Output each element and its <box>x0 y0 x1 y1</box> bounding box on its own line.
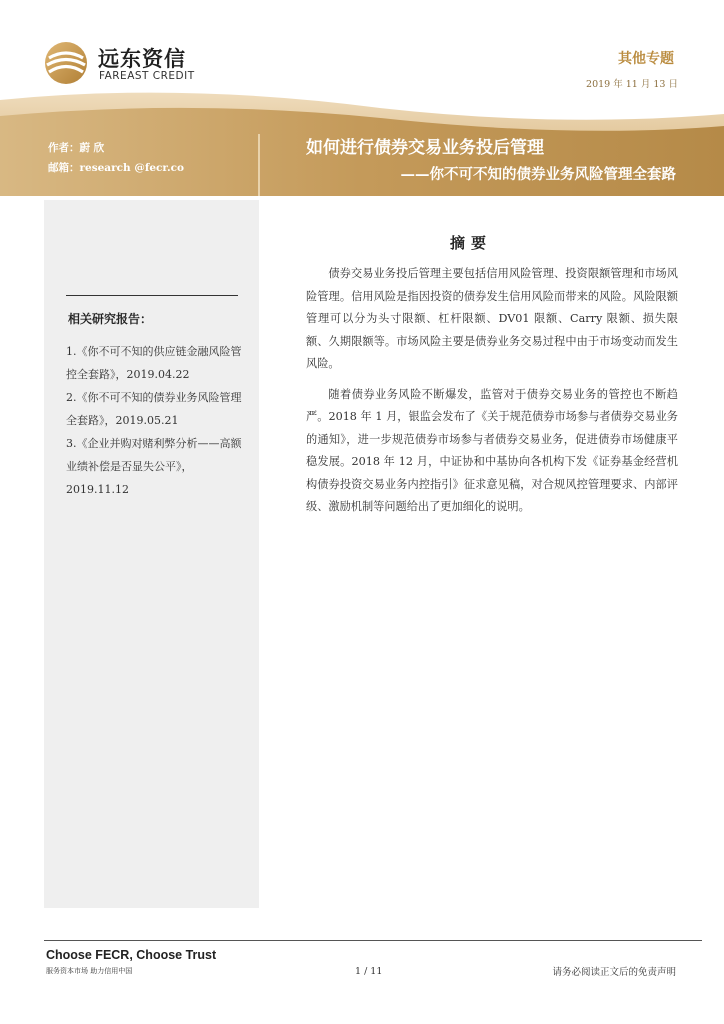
section-tag: 其他专题 <box>618 51 674 67</box>
related-reports-title: 相关研究报告： <box>68 312 153 326</box>
report-subtitle: ——你不可不知的债券业务风险管理全套路 <box>400 166 676 183</box>
disclaimer-notice: 请务必阅读正文后的免责声明 <box>552 967 676 978</box>
footer-tagline: 服务资本市场 助力信用中国 <box>46 967 133 975</box>
abstract-body <box>306 263 678 527</box>
report-title: 如何进行债券交易业务投后管理 <box>306 138 544 158</box>
list-item: 3.《企业并购对赌利弊分析——高额业绩补偿是否显失公平》，2019.11.12 <box>66 437 242 496</box>
author-line: 作者：蔚 欣 <box>48 142 105 154</box>
fareast-logo-icon <box>42 40 90 86</box>
sidebar <box>44 200 259 908</box>
footer-divider <box>44 940 702 941</box>
list-item: 1.《你不可不知的供应链金融风险管控全套路》，2019.04.22 <box>66 345 242 381</box>
company-logo <box>42 40 242 86</box>
logo-english-name: FAREAST CREDIT <box>99 70 195 82</box>
related-reports-list <box>66 340 246 501</box>
logo-chinese-name: 远东资信 <box>98 47 186 71</box>
abstract-paragraph: 债券交易业务投后管理主要包括信用风险管理、投资限额管理和市场风险管理。信用风险是指因投资的债券发生信用风险而带来的风险。风险限额管理可以分为头寸限额、杠杆限额、DV01 限额、Carry 限额、损失限额、久期限额等。市场风险主要是债券业务交易过程中由于市场变动而发生风险。 <box>306 267 678 370</box>
list-item: 2.《你不可不知的债券业务风险管理全套路》，2019.05.21 <box>66 391 242 427</box>
abstract-heading: 摘要 <box>450 234 493 252</box>
page-number: 1 / 11 <box>355 966 383 977</box>
abstract-paragraph: 随着债券业务风险不断爆发，监管对于债券交易业务的管控也不断趋严。2018 年 1 月，银监会发布了《关于规范债券市场参与者债券交易业务的通知》，进一步规范债券市场参与者债券交易业务，促进债券市场健康平稳发展。2018 年 12 月，中证协和中基协向各机构下发《证券基金经营机构债券投资交易业务内控指引》征求意见稿，对合规风控管理要求、内部评级、激励机制等问题给出了更加细化的说明。 <box>306 387 678 513</box>
footer-slogan: Choose FECR, Choose Trust <box>46 948 217 962</box>
sidebar-divider <box>66 295 238 296</box>
report-date: 2019 年 11 月 13 日 <box>586 79 678 90</box>
email-line: 邮箱：research @fecr.co <box>48 162 185 174</box>
